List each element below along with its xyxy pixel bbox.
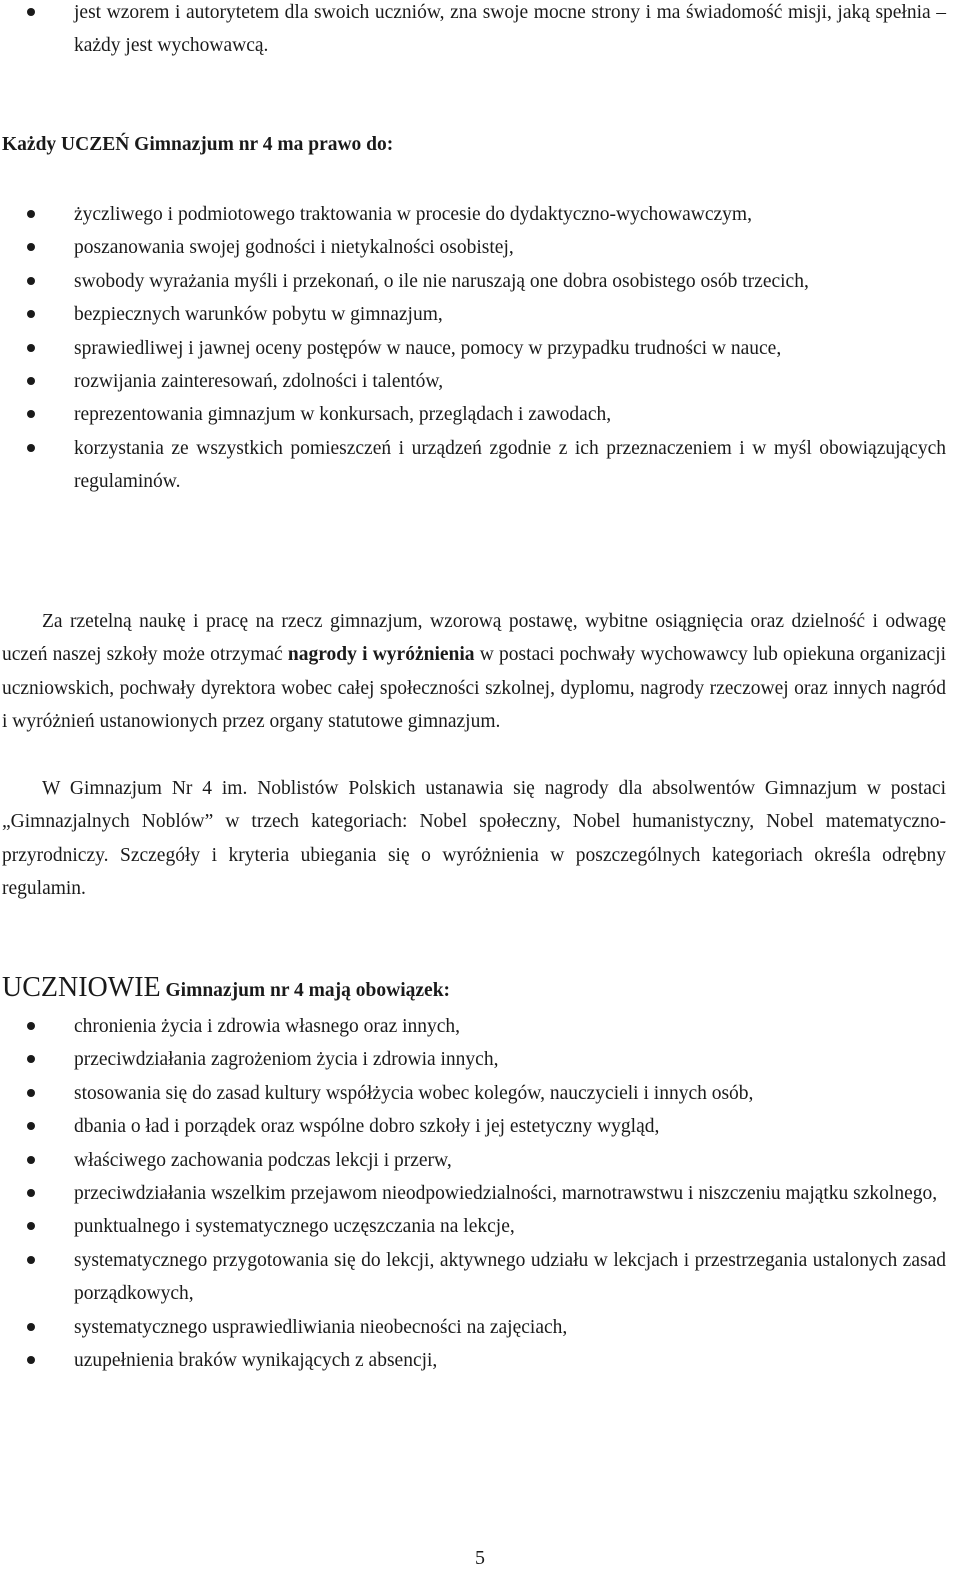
bullet-icon bbox=[27, 1055, 35, 1063]
bullet-icon bbox=[27, 377, 35, 385]
list-item: dbania o ład i porządek oraz wspólne dobro szkoły i jej estetyczny wygląd, bbox=[0, 1110, 950, 1143]
bullet-icon bbox=[27, 210, 35, 218]
list-item: bezpiecznych warunków pobytu w gimnazjum, bbox=[0, 298, 950, 331]
list-item: systematycznego przygotowania się do lekcji, aktywnego udziału w lekcjach i przestrzegania ustalonych zasad porządkowych, bbox=[0, 1244, 950, 1311]
list-item: korzystania ze wszystkich pomieszczeń i urządzeń zgodnie z ich przeznaczeniem i w myśl obowiązujących regulaminów. bbox=[0, 432, 950, 499]
bullet-icon bbox=[27, 1022, 35, 1030]
rights-list bbox=[0, 198, 950, 499]
top-bullet-list bbox=[0, 0, 950, 63]
list-item: życzliwego i podmiotowego traktowania w procesie do dydaktyczno-wychowawczym, bbox=[0, 198, 950, 231]
list-item: uzupełnienia braków wynikających z absencji, bbox=[0, 1344, 950, 1377]
bullet-icon bbox=[27, 1323, 35, 1331]
bullet-icon bbox=[27, 1256, 35, 1264]
list-item: właściwego zachowania podczas lekcji i przerw, bbox=[0, 1144, 950, 1177]
bullet-icon bbox=[27, 1189, 35, 1197]
list-item: przeciwdziałania wszelkim przejawom nieodpowiedzialności, marnotrawstwu i niszczeniu majątku szkolnego, bbox=[0, 1177, 950, 1210]
bullet-icon bbox=[27, 1356, 35, 1364]
nobel-paragraph: W Gimnazjum Nr 4 im. Noblistów Polskich ustanawia się nagrody dla absolwentów Gimnazjum w postaci „Gimnazjalnych Noblów” w trzech kategoriach: Nobel społeczny, Nobel humanistyczny, Nobel matematyczno-przyrodniczy. Szczegóły i kryteria ubiegania się o wyróżnienia w poszczególnych kategoriach określa odrębny regulamin. bbox=[2, 778, 946, 900]
list-item: punktualnego i systematycznego uczęszczania na lekcje, bbox=[0, 1210, 950, 1243]
list-item: rozwijania zainteresowań, zdolności i talentów, bbox=[0, 365, 950, 398]
list-item: przeciwdziałania zagrożeniom życia i zdrowia innych, bbox=[0, 1043, 950, 1076]
awards-bold-phrase: nagrody i wyróżnienia bbox=[287, 644, 475, 666]
list-item: stosowania się do zasad kultury współżycia wobec kolegów, nauczycieli i innych osób, bbox=[0, 1077, 950, 1110]
list-item: systematycznego usprawiedliwiania nieobecności na zajęciach, bbox=[0, 1311, 950, 1344]
bullet-icon bbox=[27, 8, 35, 16]
bullet-icon bbox=[27, 1122, 35, 1130]
bullet-icon bbox=[27, 444, 35, 452]
duties-list bbox=[0, 1010, 950, 1377]
list-item: sprawiedliwej i jawnej oceny postępów w nauce, pomocy w przypadku trudności w nauce, bbox=[0, 332, 950, 365]
list-item: swobody wyrażania myśli i przekonań, o ile nie naruszają one dobra osobistego osób trzecich, bbox=[0, 265, 950, 298]
page-number: 5 bbox=[475, 1547, 485, 1569]
list-item: chronienia życia i zdrowia własnego oraz innych, bbox=[0, 1010, 950, 1043]
bullet-icon bbox=[27, 277, 35, 285]
rights-heading: Każdy UCZEŃ Gimnazjum nr 4 ma prawo do: bbox=[2, 134, 394, 155]
awards-paragraph: Za rzetelną naukę i pracę na rzecz gimnazjum, wzorową postawę, wybitne osiągnięcia oraz dzielność i odwagę uczeń naszej szkoły może otrzymać nagrody i wyróżnienia w postaci pochwały wychowawcy lub opiekuna organizacji uczniowskich, pochwały dyrektora wobec całej społeczności szkolnej, dyplomu, nagrody rzeczowej oraz innych nagród i wyróżnień ustanowionych przez organy statutowe gimnazjum. bbox=[2, 611, 947, 733]
bullet-icon bbox=[27, 1222, 35, 1230]
bullet-icon bbox=[27, 410, 35, 418]
bullet-icon bbox=[27, 243, 35, 251]
bullet-icon bbox=[27, 344, 35, 352]
list-item: poszanowania swojej godności i nietykalności osobistej, bbox=[0, 231, 950, 264]
bullet-icon bbox=[27, 1089, 35, 1097]
duties-heading: UCZNIOWIE Gimnazjum nr 4 mają obowiązek: bbox=[2, 972, 451, 1003]
bullet-icon bbox=[27, 1156, 35, 1164]
bullet-icon bbox=[27, 310, 35, 318]
list-item: jest wzorem i autorytetem dla swoich uczniów, zna swoje mocne strony i ma świadomość misji, jaką spełnia – każdy jest wychowawcą. bbox=[0, 0, 950, 63]
list-item: reprezentowania gimnazjum w konkursach, przeglądach i zawodach, bbox=[0, 398, 950, 431]
